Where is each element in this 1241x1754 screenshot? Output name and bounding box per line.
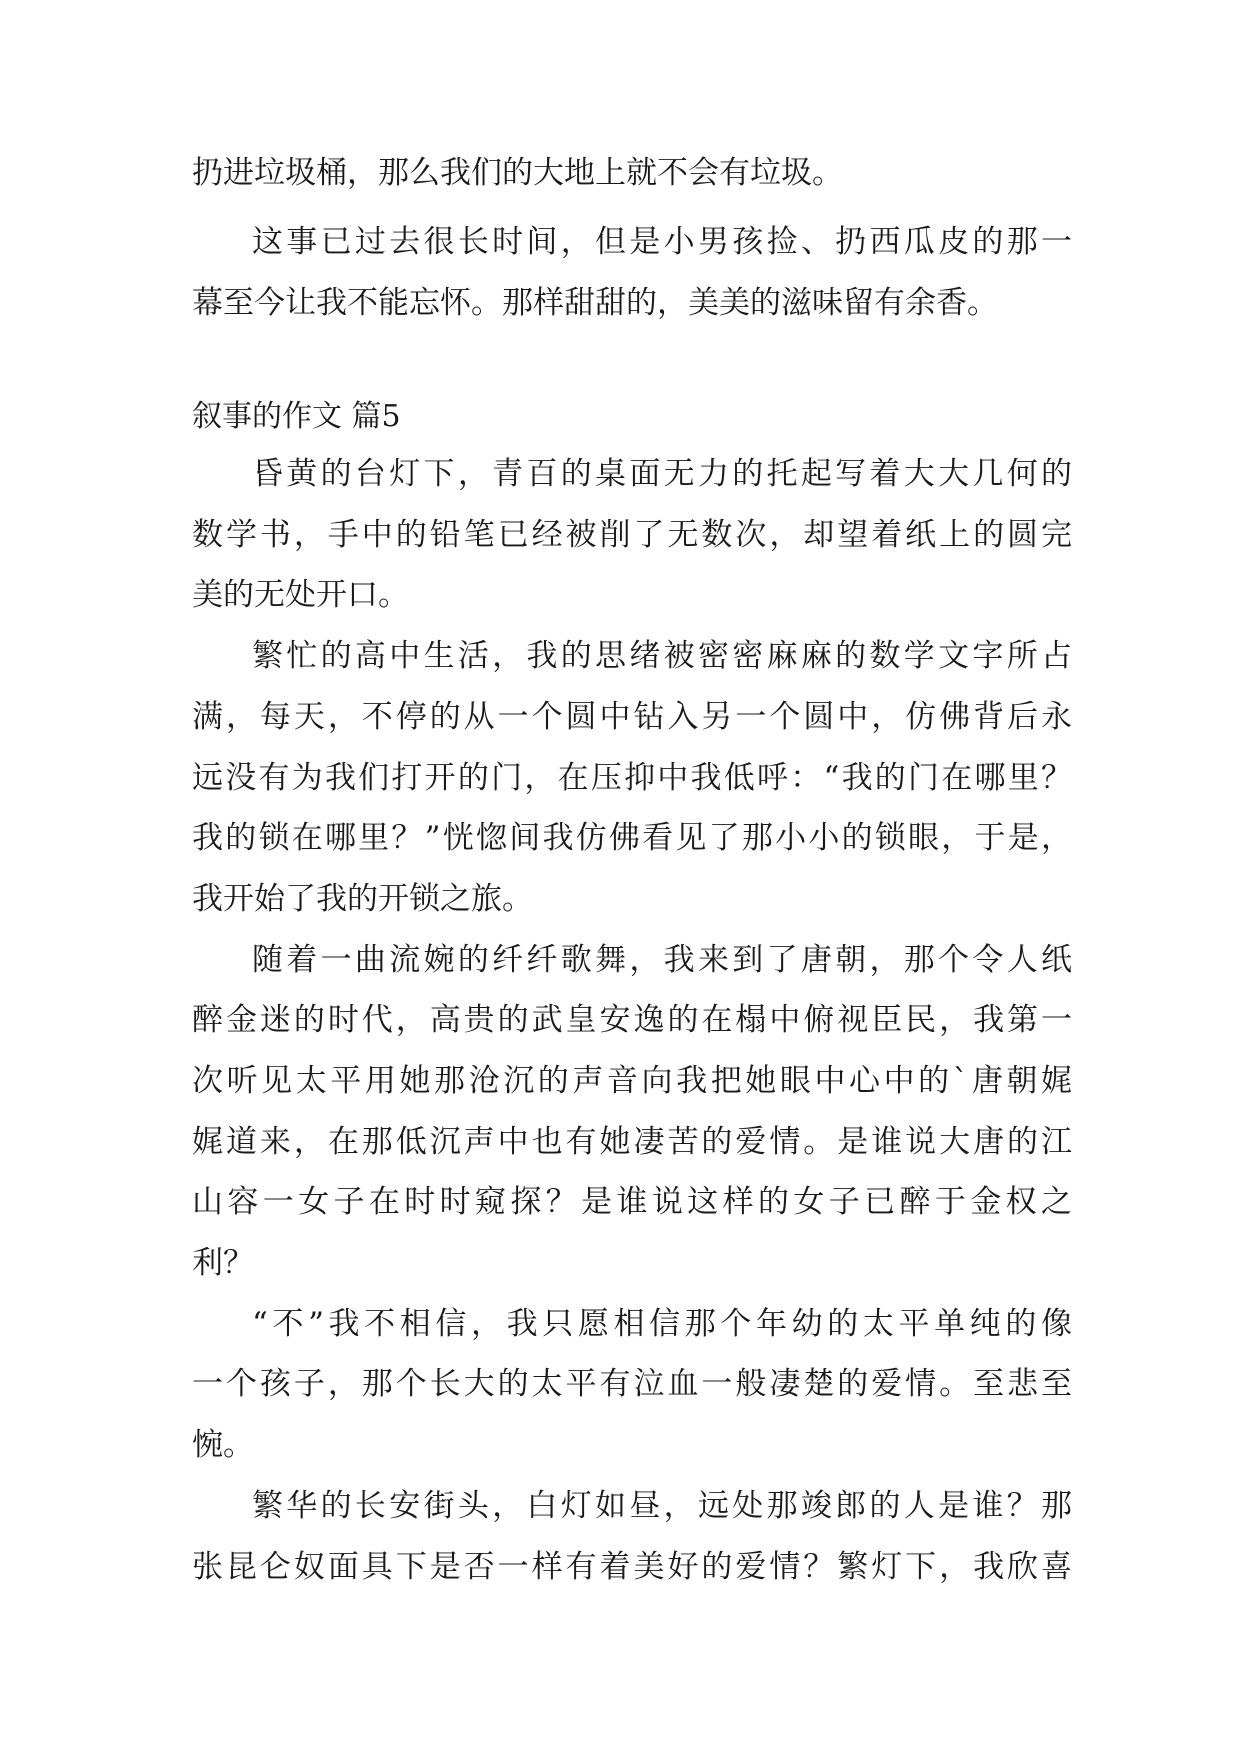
text-line: 远没有为我们打开的门，在压抑中我低呼：“我的门在哪里？ xyxy=(192,760,1072,796)
text-line: 山容一女子在时时窥探？是谁说这样的女子已醉于金权之 xyxy=(192,1184,1072,1220)
text-line: 昏黄的台灯下，青百的桌面无力的托起写着大大几何的 xyxy=(252,456,1072,492)
text-line: 次听见太平用她那沧沉的声音向我把她眼中心中的`唐朝娓 xyxy=(192,1063,1072,1099)
text-line: 繁华的长安街头，白灯如昼，远处那竣郎的人是谁？那 xyxy=(252,1488,1072,1524)
text-line: 美的无处开口。 xyxy=(192,577,409,613)
text-line: 这事已过去很长时间，但是小男孩捡、扔西瓜皮的那一 xyxy=(252,224,1072,260)
text-line: 一个孩子，那个长大的太平有泣血一般凄楚的爱情。至悲至 xyxy=(192,1366,1072,1402)
section-title: 叙事的作文 篇5 xyxy=(192,399,401,434)
text-line: 我的锁在哪里？”恍惚间我仿佛看见了那小小的锁眼，于是， xyxy=(192,820,1072,856)
text-line: 醉金迷的时代，高贵的武皇安逸的在榻中俯视臣民，我第一 xyxy=(192,1002,1072,1038)
text-line: 娓道来，在那低沉声中也有她凄苦的爱情。是谁说大唐的江 xyxy=(192,1124,1072,1160)
text-line: 满，每天，不停的从一个圆中钻入另一个圆中，仿佛背后永 xyxy=(192,699,1072,735)
text-line: 张昆仑奴面具下是否一样有着美好的爱情？繁灯下，我欣喜 xyxy=(192,1549,1072,1585)
text-line: 数学书，手中的铅笔已经被削了无数次，却望着纸上的圆完 xyxy=(192,517,1072,553)
text-line: 扔进垃圾桶，那么我们的大地上就不会有垃圾。 xyxy=(192,155,843,191)
text-line: “不”我不相信，我只愿相信那个年幼的太平单纯的像 xyxy=(252,1306,1072,1342)
text-line: 繁忙的高中生活，我的思绪被密密麻麻的数学文字所占 xyxy=(252,638,1072,674)
text-line: 幕至今让我不能忘怀。那样甜甜的，美美的滋味留有余香。 xyxy=(192,285,998,321)
text-line: 惋。 xyxy=(192,1427,254,1463)
text-line: 我开始了我的开锁之旅。 xyxy=(192,881,533,917)
text-line: 利？ xyxy=(192,1245,254,1281)
text-line: 随着一曲流婉的纤纤歌舞，我来到了唐朝，那个令人纸 xyxy=(252,942,1072,978)
